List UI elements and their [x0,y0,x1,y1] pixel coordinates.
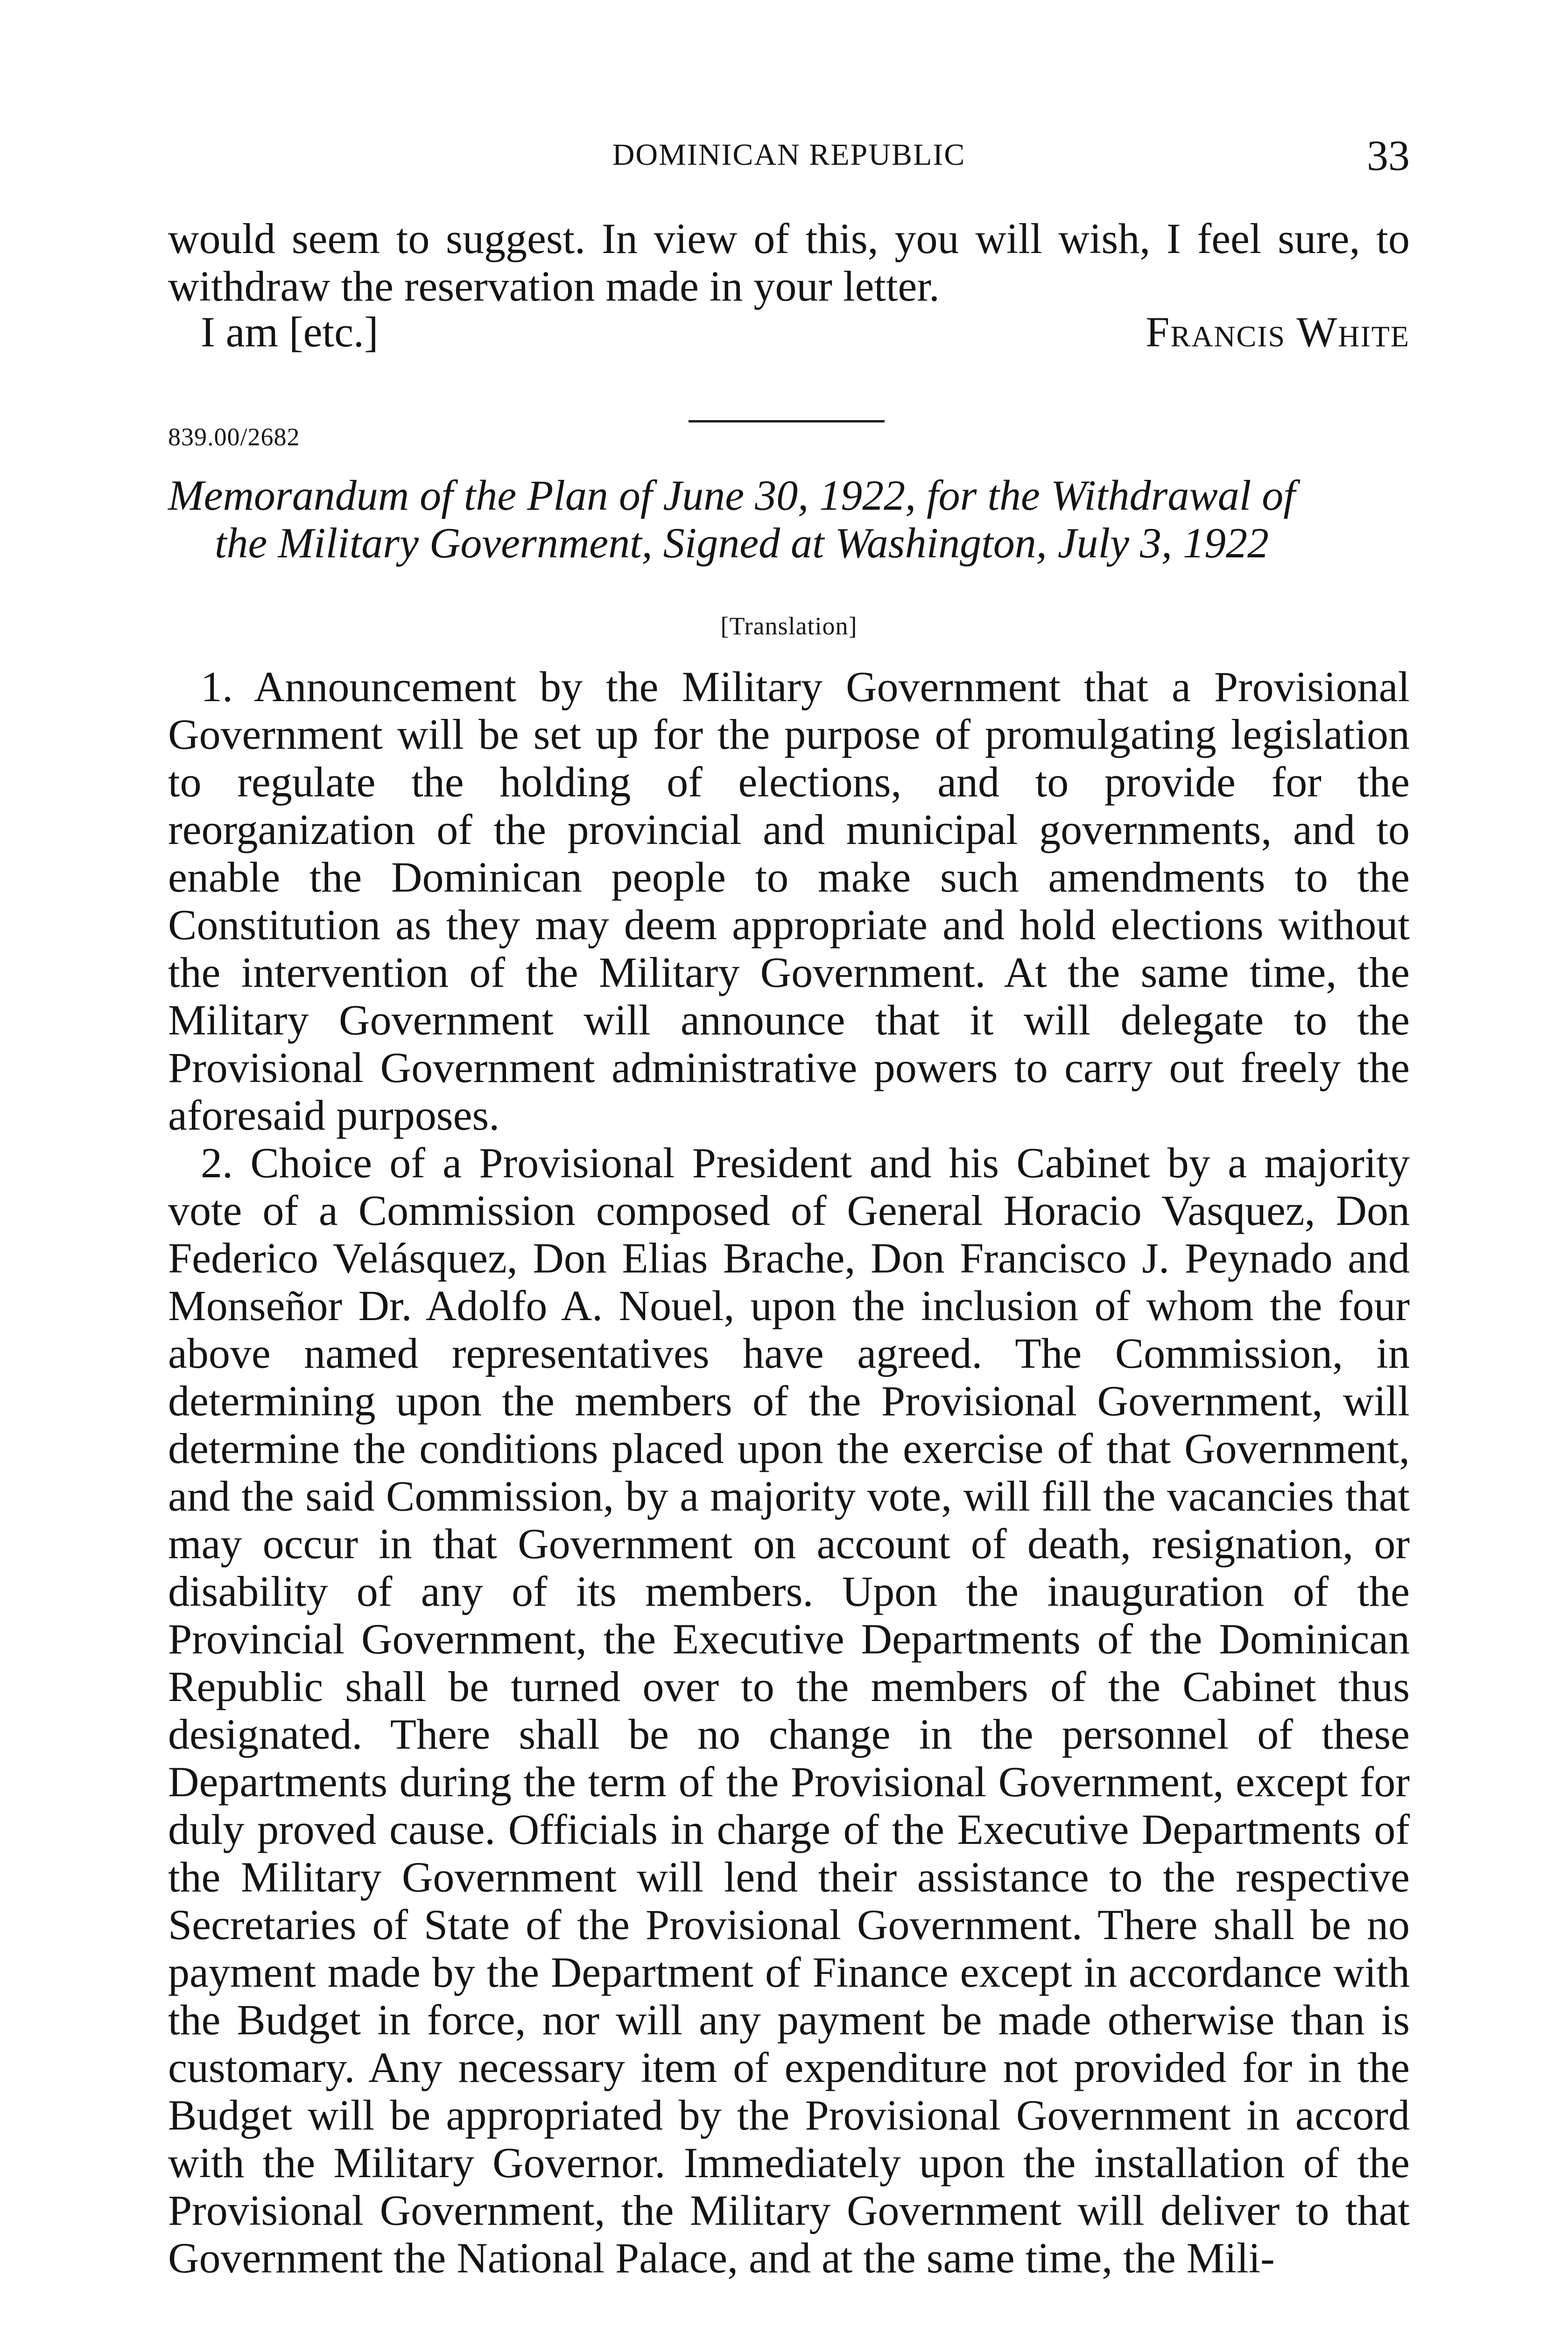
running-title: DOMINICAN REPUBLIC [612,138,966,172]
document-title [168,471,1410,567]
opening-paragraph: would seem to suggest. In view of this, you will wish, I feel sure, to withdraw the reservation made in your letter. [168,215,1410,310]
signature: Francis White [1146,308,1410,356]
running-head [168,131,1410,182]
paragraph-2: 2. Choice of a Provisional President and his Cabinet by a majority vote of a Commission composed of General Horacio Vasquez, Don Federico Velásquez, Don Elias Brache, Don Francisco J. Peynado and Monseñor Dr. Adolfo A. Nouel, upon the inclusion of whom the four above named representatives have agreed. The Commission, in determining upon the members of the Provisional Government, will determine the conditions placed upon the exercise of that Government, and the said Commission, by a majority vote, will fill the vacancies that may occur in that Government on account of death, resignation, or disability of any of its members. Upon the inauguration of the Provincial Government, the Executive Departments of the Dominican Republic shall be turned over to the members of the Cabinet thus designated. There shall be no change in the personnel of these Departments during the term of the Provisional Government, except for duly proved cause. Officials in charge of the Executive Departments of the Military Government will lend their assistance to the respective Secretaries of State of the Provisional Government. There shall be no payment made by the Department of Finance except in accordance with the Budget in force, nor will any payment be made otherwise than is customary. Any necessary item of expenditure not provided for in the Budget will be appropriated by the Provisional Government in accord with the Military Governor. Immediately upon the installation of the Provisional Government, the Military Government will deliver to that Government the National Palace, and at the same time, the Mili- [168,1139,1410,2282]
signature-line [168,308,1410,359]
document-page [168,0,1410,2334]
paragraph-1: 1. Announcement by the Military Government that a Provisional Government will be set up for the purpose of promulgating legislation to regulate the holding of elections, and to provide for the reorganization of the provincial and municipal governments, and to enable the Dominican people to make such amendments to the Constitution as they may deem appropriate and hold elections without the intervention of the Military Government. At the same time, the Military Government will announce that it will delegate to the Provisional Government administrative powers to carry out freely the aforesaid purposes. [168,663,1410,1139]
file-number: 839.00/2682 [168,423,300,451]
closing-phrase: I am [etc.] [201,308,379,356]
page-number: 33 [1367,132,1410,179]
translation-note: [Translation] [720,612,858,640]
document-title-line-2: the Military Government, Signed at Washington, July 3, 1922 [215,519,1269,567]
section-divider [689,420,885,422]
document-title-line-1: Memorandum of the Plan of June 30, 1922, for the Withdrawal of [168,471,1295,519]
